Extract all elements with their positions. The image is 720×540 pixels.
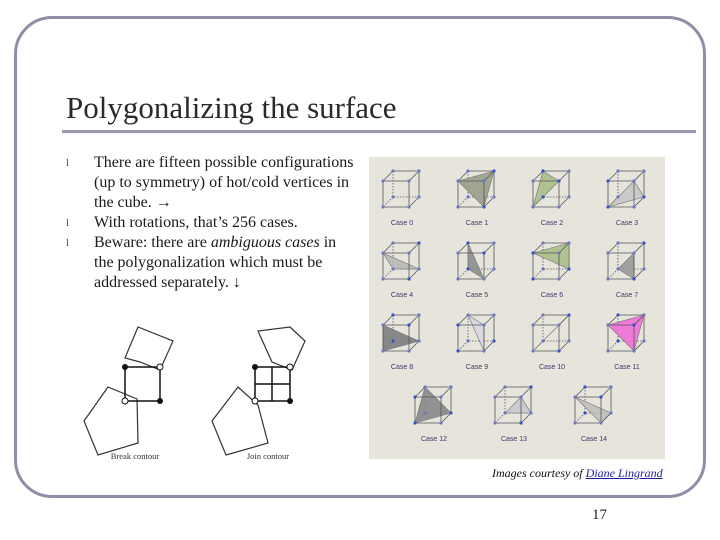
cube-case bbox=[606, 169, 645, 227]
join-contour-label: Join contour bbox=[246, 451, 290, 461]
bullet-text: There are fifteen possible configurations (up to symmetry) of hot/cold vertices in the cube. → bbox=[94, 154, 354, 211]
break-contour-diagram bbox=[84, 327, 173, 461]
case-label: Case 7 bbox=[615, 292, 639, 299]
case-label: Case 9 bbox=[465, 364, 489, 371]
cube-case bbox=[606, 241, 645, 299]
bullet-text: in the polygonalization which must be addressed separately. ↓ bbox=[94, 234, 337, 291]
bullet-text: Beware: there are bbox=[94, 234, 211, 251]
credit-link[interactable]: Diane Lingrand bbox=[585, 466, 663, 480]
bullet-item bbox=[66, 213, 356, 233]
bullet-marker: l bbox=[66, 217, 70, 229]
bullet-text: With rotations, that’s 256 cases. bbox=[94, 214, 298, 231]
cube-case bbox=[381, 169, 420, 227]
cube-case bbox=[456, 241, 495, 299]
cube-case bbox=[381, 313, 420, 371]
cube-case bbox=[493, 385, 532, 443]
case-label: Case 8 bbox=[390, 364, 414, 371]
cube-case bbox=[531, 169, 570, 227]
title-underline bbox=[62, 130, 696, 133]
case-label: Case 5 bbox=[465, 292, 489, 299]
page-number: 17 bbox=[592, 507, 607, 523]
case-label: Case 1 bbox=[465, 220, 489, 227]
slide-title: Polygonalizing the surface bbox=[66, 90, 397, 125]
case-label: Case 10 bbox=[538, 364, 566, 371]
cube-case bbox=[456, 169, 495, 227]
credit-prefix: Images courtesy of bbox=[492, 466, 586, 480]
case-label: Case 0 bbox=[390, 220, 414, 227]
cube-case bbox=[413, 385, 452, 443]
bullet-item bbox=[66, 153, 356, 213]
cube-case bbox=[531, 313, 570, 371]
case-label: Case 14 bbox=[580, 436, 608, 443]
cube-case bbox=[456, 313, 495, 371]
bullet-emphasis: ambiguous cases bbox=[210, 234, 320, 251]
image-credit bbox=[492, 466, 663, 481]
case-label: Case 4 bbox=[390, 292, 414, 299]
cube-case bbox=[573, 385, 612, 443]
marching-cubes-cases-figure bbox=[369, 157, 665, 459]
cube-case bbox=[531, 241, 570, 299]
case-label: Case 6 bbox=[540, 292, 564, 299]
break-contour-label: Break contour bbox=[110, 451, 160, 461]
bullet-marker: l bbox=[66, 237, 70, 249]
case-label: Case 2 bbox=[540, 220, 564, 227]
cube-case bbox=[606, 313, 645, 371]
bullet-marker: l bbox=[66, 157, 70, 169]
case-label: Case 3 bbox=[615, 220, 639, 227]
case-label: Case 12 bbox=[420, 436, 448, 443]
bullet-list bbox=[66, 153, 356, 293]
join-contour-diagram bbox=[212, 327, 305, 461]
case-label: Case 13 bbox=[500, 436, 528, 443]
cube-case bbox=[381, 241, 420, 299]
ambiguous-contour-figure bbox=[80, 325, 340, 465]
case-label: Case 11 bbox=[614, 364, 640, 371]
bullet-item bbox=[66, 233, 356, 293]
